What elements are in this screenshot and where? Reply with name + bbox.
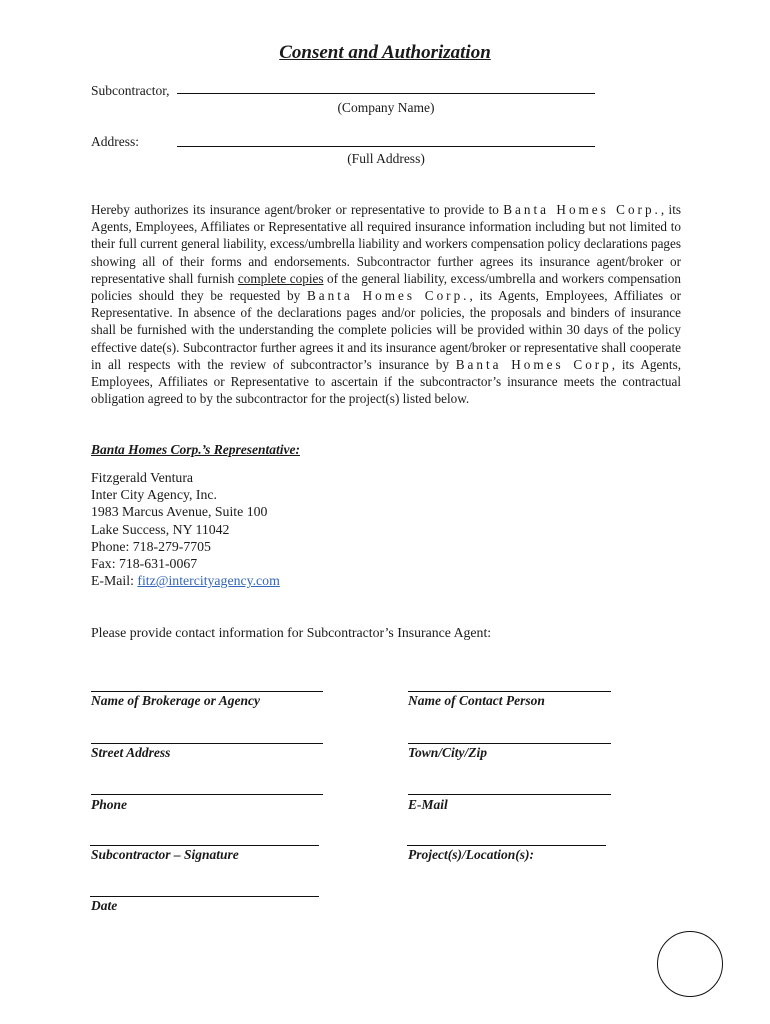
contact-person-line[interactable] xyxy=(408,691,611,692)
projects-label: Project(s)/Location(s): xyxy=(408,847,534,862)
page-title: Consent and Authorization xyxy=(279,42,491,63)
contact-person-label: Name of Contact Person xyxy=(408,693,545,708)
rep-email-row xyxy=(91,572,280,589)
phone-label: Phone xyxy=(91,797,128,812)
brokerage-line[interactable] xyxy=(91,691,323,692)
authorization-paragraph: Hereby authorizes its insurance agent/broker or representative to provide to Banta Homes Corp., its Agents, Employees, Affiliates or Representative all required insurance information including but not limited to their full current general liability, excess/umbrella liability and workers compensation policy declarations pages showing all of their forms and endorsements. Subcontractor further agrees its insurance agent/broker or representative shall furnish complete copies of the general liability, excess/umbrella and workers compensation policies should they be requested by Banta Homes Corp., its Agents, Employees, Affiliates or Representative. In absence of the declarations pages and/or policies, the proposals and binders of insurance shall be furnished with the understanding the complete policies will be provided within 30 days of the policy effective date(s). Subcontractor further agrees it and its insurance agent/broker or representative shall cooperate in all respects with the review of subcontractor’s insurance by Banta Homes Corp, its Agents, Employees, Affiliates or Representative to ascertain if the subcontractor’s insurance meets the contractual obligation agreed to by the subcontractor for the project(s) listed below. xyxy=(91,202,681,407)
phone-line[interactable] xyxy=(91,794,323,795)
rep-agency: Inter City Agency, Inc. xyxy=(91,487,217,503)
brokerage-label: Name of Brokerage or Agency xyxy=(91,693,260,708)
rep-fax: Fax: 718-631-0067 xyxy=(91,556,198,572)
date-label: Date xyxy=(91,898,118,913)
rep-name: Fitzgerald Ventura xyxy=(91,470,194,485)
rep-phone: Phone: 718-279-7705 xyxy=(91,538,211,554)
rep-street: 1983 Marcus Avenue, Suite 100 xyxy=(91,504,268,520)
projects-line[interactable] xyxy=(407,845,606,846)
signature-label: Subcontractor – Signature xyxy=(91,847,239,862)
email-label: E-Mail xyxy=(408,797,448,812)
subcontractor-label: Subcontractor, xyxy=(91,83,170,98)
full-address-caption: (Full Address) xyxy=(347,151,425,166)
circle-mark xyxy=(657,931,723,997)
street-address-label: Street Address xyxy=(91,745,171,760)
company-name-caption: (Company Name) xyxy=(337,100,435,115)
full-address-line[interactable] xyxy=(177,146,595,147)
date-line[interactable] xyxy=(90,896,319,897)
company-name-line[interactable] xyxy=(177,93,595,94)
email-line[interactable] xyxy=(408,794,611,795)
street-address-line[interactable] xyxy=(91,743,323,744)
rep-email-label: E-Mail: xyxy=(91,573,138,589)
town-city-zip-label: Town/City/Zip xyxy=(408,745,488,760)
representative-contact-block xyxy=(91,469,280,589)
representative-heading: Banta Homes Corp.’s Representative: xyxy=(91,442,300,457)
signature-line[interactable] xyxy=(90,845,319,846)
address-label: Address: xyxy=(91,134,139,149)
rep-email-link[interactable]: fitz@intercityagency.com xyxy=(137,573,280,589)
rep-city: Lake Success, NY 11042 xyxy=(91,521,230,537)
town-city-zip-line[interactable] xyxy=(408,743,611,744)
insurance-agent-prompt: Please provide contact information for Subcontractor’s Insurance Agent: xyxy=(91,625,492,640)
